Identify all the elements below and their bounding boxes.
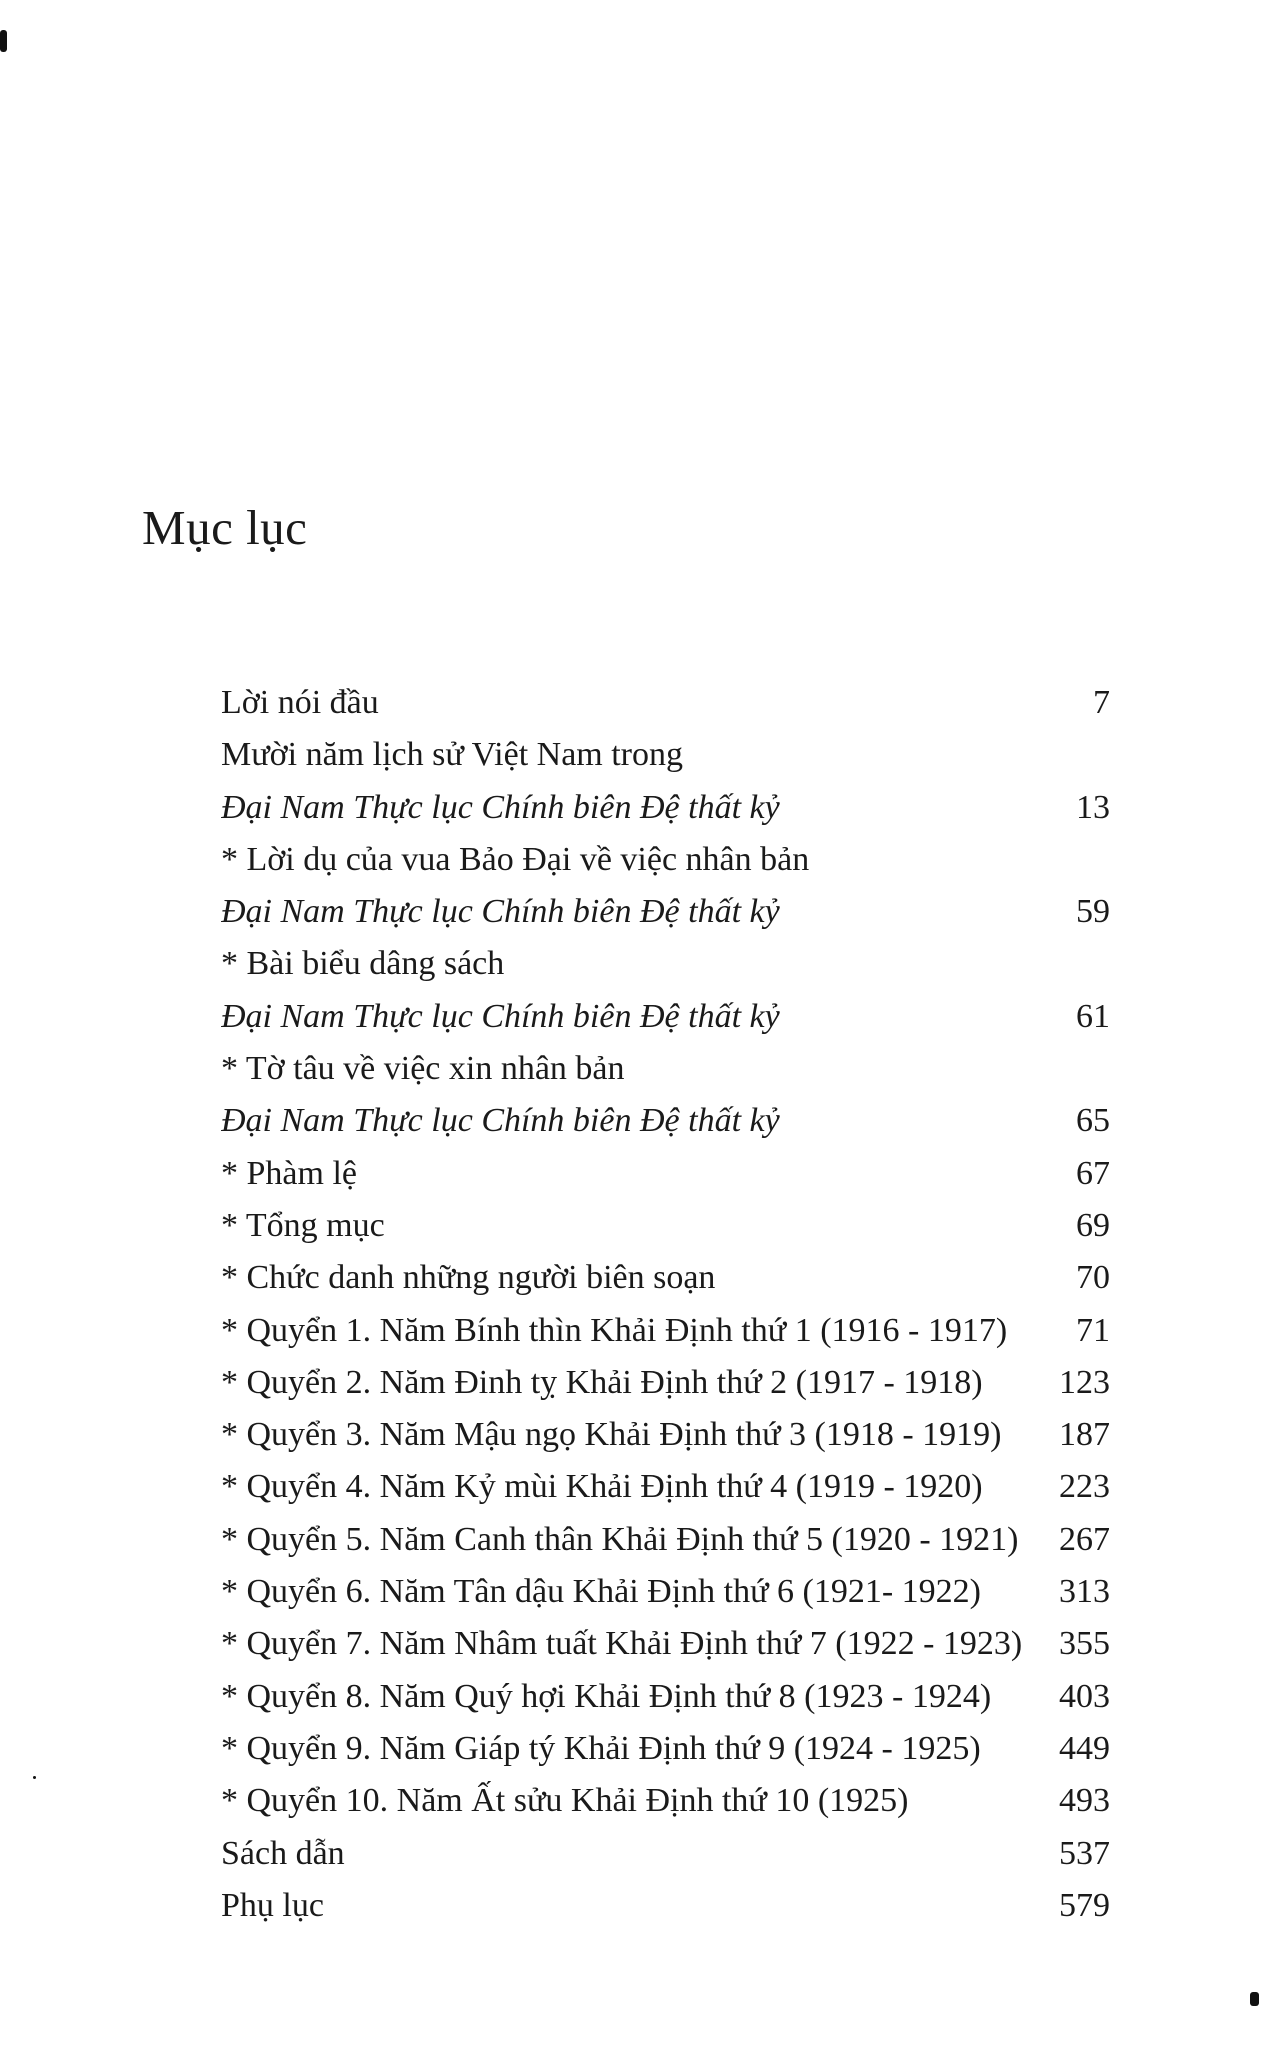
toc-entry	[221, 1514, 1110, 1566]
toc-entry-title: Sách dẫn	[221, 1834, 345, 1872]
toc-page-number: 123	[1059, 1363, 1110, 1401]
toc-page-number: 355	[1059, 1625, 1110, 1663]
toc-entry-title: * Quyển 7. Năm Nhâm tuất Khải Định thứ 7 (1922 - 1923)	[221, 1625, 1023, 1663]
toc-entry-line	[221, 677, 1110, 729]
toc-entry-line	[221, 1095, 1110, 1147]
toc-entry	[221, 1409, 1110, 1461]
toc-page-number: 59	[1076, 893, 1110, 931]
toc-entry	[221, 1618, 1110, 1670]
toc-entry-line	[221, 1514, 1110, 1566]
toc-entry-line	[221, 1828, 1110, 1880]
toc-entry	[221, 1200, 1110, 1252]
toc-page-number: 449	[1059, 1729, 1110, 1767]
toc-entry-title: * Tờ tâu về việc xin nhân bản	[221, 1050, 625, 1088]
toc-entry-title: Lời nói đầu	[221, 684, 379, 721]
toc-page-number: 61	[1076, 997, 1110, 1035]
toc-entry	[221, 1357, 1110, 1409]
toc-entry-subtitle: Đại Nam Thực lục Chính biên Đệ thất kỷ	[221, 788, 780, 826]
scan-speck	[0, 30, 7, 52]
table-of-contents	[221, 677, 1110, 1932]
toc-page-number: 187	[1059, 1416, 1110, 1454]
toc-entry-line	[221, 1461, 1110, 1513]
toc-entry-title: * Quyển 6. Năm Tân dậu Khải Định thứ 6 (1921- 1922)	[221, 1573, 982, 1611]
toc-page-number: 65	[1076, 1102, 1110, 1140]
scan-speck	[1250, 1992, 1259, 2006]
toc-entry-title: Mười năm lịch sử Việt Nam trong	[221, 736, 684, 774]
toc-entry	[221, 1566, 1110, 1618]
toc-entry-title: * Quyển 10. Năm Ất sửu Khải Định thứ 10 (1925)	[221, 1782, 909, 1820]
toc-entry-title: * Quyển 8. Năm Quý hợi Khải Định thứ 8 (1923 - 1924)	[221, 1677, 992, 1715]
toc-entry	[221, 1671, 1110, 1723]
page-title: Mục lục	[142, 500, 308, 555]
toc-page-number: 71	[1076, 1311, 1110, 1349]
toc-entry	[221, 1461, 1110, 1513]
toc-page-number: 13	[1076, 788, 1110, 826]
toc-entry-title: * Quyển 2. Năm Đinh tỵ Khải Định thứ 2 (1917 - 1918)	[221, 1363, 983, 1401]
toc-entry-title: * Quyển 4. Năm Kỷ mùi Khải Định thứ 4 (1919 - 1920)	[221, 1468, 983, 1506]
toc-entry-line	[221, 1305, 1110, 1357]
toc-entry-line	[221, 1252, 1110, 1304]
toc-entry	[221, 938, 1110, 1043]
toc-entry-line	[221, 938, 1110, 990]
toc-entry	[221, 1828, 1110, 1880]
toc-entry	[221, 1148, 1110, 1200]
toc-page-number: 313	[1059, 1573, 1110, 1611]
toc-entry-line	[221, 1775, 1110, 1827]
toc-entry-line	[221, 1671, 1110, 1723]
toc-page-number: 537	[1059, 1834, 1110, 1872]
toc-entry-line	[221, 782, 1110, 834]
toc-entry	[221, 1723, 1110, 1775]
toc-entry-line	[221, 1880, 1110, 1932]
toc-entry-title: * Bài biểu dâng sách	[221, 945, 505, 983]
toc-entry	[221, 1880, 1110, 1932]
toc-page-number: 403	[1059, 1677, 1110, 1715]
toc-entry-line	[221, 1200, 1110, 1252]
toc-entry-line	[221, 991, 1110, 1043]
toc-entry-title: * Quyển 9. Năm Giáp tý Khải Định thứ 9 (1924 - 1925)	[221, 1729, 981, 1767]
toc-entry-subtitle: Đại Nam Thực lục Chính biên Đệ thất kỷ	[221, 893, 780, 931]
toc-entry-title: * Chức danh những người biên soạn	[221, 1259, 716, 1297]
toc-entry-title: * Phàm lệ	[221, 1154, 357, 1192]
toc-entry	[221, 1252, 1110, 1304]
toc-page-number: 493	[1059, 1782, 1110, 1820]
toc-entry-line	[221, 886, 1110, 938]
toc-page-number: 67	[1076, 1154, 1110, 1192]
toc-entry-line	[221, 1566, 1110, 1618]
toc-page-number: 267	[1059, 1520, 1110, 1558]
toc-entry-line	[221, 1043, 1110, 1095]
toc-entry-subtitle: Đại Nam Thực lục Chính biên Đệ thất kỷ	[221, 997, 780, 1035]
toc-entry-line	[221, 1357, 1110, 1409]
scan-speck	[33, 1776, 36, 1779]
toc-entry-line	[221, 1723, 1110, 1775]
toc-entry-title: Phụ lục	[221, 1886, 324, 1924]
toc-entry	[221, 729, 1110, 834]
toc-entry-line	[221, 1148, 1110, 1200]
toc-page-number: 69	[1076, 1206, 1110, 1244]
toc-entry	[221, 834, 1110, 939]
toc-entry	[221, 1043, 1110, 1148]
toc-entry-line	[221, 729, 1110, 781]
toc-entry-subtitle: Đại Nam Thực lục Chính biên Đệ thất kỷ	[221, 1102, 780, 1140]
toc-entry-line	[221, 1618, 1110, 1670]
toc-entry	[221, 677, 1110, 729]
toc-entry-title: * Quyển 3. Năm Mậu ngọ Khải Định thứ 3 (1918 - 1919)	[221, 1416, 1002, 1454]
toc-entry	[221, 1775, 1110, 1827]
toc-page-number: 223	[1059, 1468, 1110, 1506]
toc-page-number: 7	[1093, 684, 1110, 721]
toc-entry-line	[221, 1409, 1110, 1461]
toc-entry-title: * Lời dụ của vua Bảo Đại về việc nhân bản	[221, 840, 810, 878]
toc-entry-title: * Quyển 5. Năm Canh thân Khải Định thứ 5 (1920 - 1921)	[221, 1520, 1019, 1558]
toc-page-number: 579	[1059, 1886, 1110, 1924]
toc-page-number: 70	[1076, 1259, 1110, 1297]
toc-entry-title: * Quyển 1. Năm Bính thìn Khải Định thứ 1 (1916 - 1917)	[221, 1311, 1008, 1349]
toc-entry-title: * Tổng mục	[221, 1206, 385, 1244]
toc-entry	[221, 1305, 1110, 1357]
toc-entry-line	[221, 834, 1110, 886]
